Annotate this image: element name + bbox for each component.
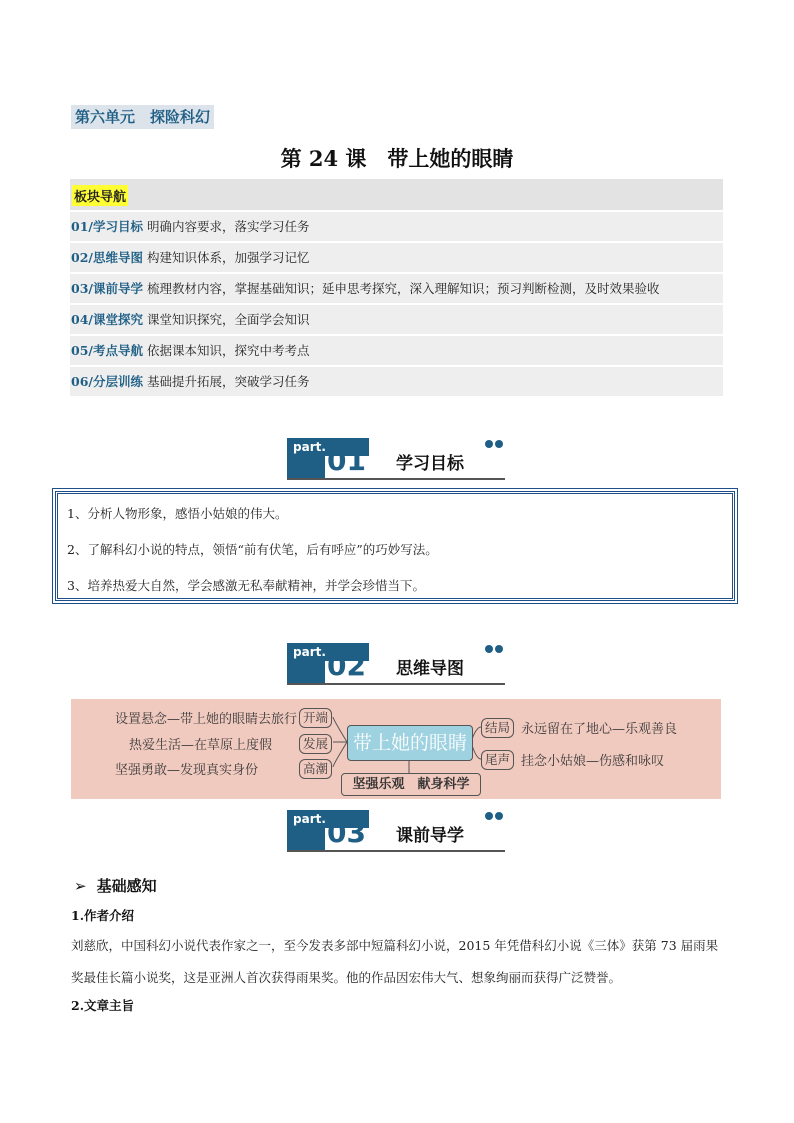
nav-row — [70, 243, 723, 272]
droplet-icon — [485, 438, 505, 450]
nav-key: 03/课前导学 — [71, 281, 143, 296]
nav-row — [70, 367, 723, 396]
basics-heading-text: 基础感知 — [96, 877, 157, 895]
mind-map-right-text: 挂念小姑娘—伤感和咏叹 — [521, 754, 665, 769]
goal-item: 3、培养热爱大自然，学会感激无私奉献精神，并学会珍惜当下。 — [67, 578, 425, 593]
nav-key: 01/学习目标 — [71, 219, 143, 234]
nav-row — [70, 336, 723, 365]
mind-map-center: 带上她的眼睛 — [347, 725, 473, 761]
author-intro-title: 1.作者介绍 — [71, 908, 135, 923]
mind-map-theme: 坚强乐观 献身科学 — [341, 773, 481, 796]
nav-row — [70, 305, 723, 334]
mind-map-node: 尾声 — [481, 750, 514, 770]
mind-map — [71, 699, 721, 799]
part-word: part. — [293, 645, 326, 659]
arrow-bullet-icon: ➢ — [74, 877, 87, 895]
nav-text: 明确内容要求，落实学习任务 — [146, 219, 310, 234]
part-underline — [287, 850, 505, 852]
nav-key: 04/课堂探究 — [71, 312, 143, 327]
droplet-icon — [485, 643, 505, 655]
nav-heading-row — [70, 179, 723, 210]
nav-key: 02/思维导图 — [71, 250, 143, 265]
nav-text: 课堂知识探究，全面学会知识 — [146, 312, 310, 327]
part-01-header — [287, 438, 505, 480]
nav-text: 构建知识体系，加强学习记忆 — [146, 250, 310, 265]
mind-map-left-text: 热爱生活—在草原上度假 — [129, 738, 273, 753]
nav-row — [70, 212, 723, 241]
part-tag — [287, 643, 369, 685]
part-tag — [287, 438, 369, 480]
goal-item: 2、了解科幻小说的特点，领悟“前有伏笔，后有呼应”的巧妙写法。 — [67, 542, 438, 557]
part-label: 课前导学 — [396, 826, 464, 846]
unit-label: 第六单元 探险科幻 — [71, 105, 214, 129]
lesson-title: 第 24 课 带上她的眼睛 — [280, 146, 514, 171]
section-navigation — [70, 179, 723, 396]
nav-text: 梳理教材内容，掌握基础知识；延申思考探究，深入理解知识；预习判断检测，及时效果验收 — [146, 281, 660, 296]
nav-text: 依据课本知识，探究中考考点 — [146, 343, 310, 358]
part-underline — [287, 683, 505, 685]
nav-row — [70, 274, 723, 303]
part-number: 02 — [327, 649, 366, 682]
nav-key: 06/分层训练 — [71, 374, 143, 389]
part-label: 思维导图 — [396, 659, 464, 679]
nav-key: 05/考点导航 — [71, 343, 143, 358]
basics-heading — [74, 875, 157, 896]
mind-map-right-text: 永远留在了地心—乐观善良 — [521, 722, 678, 737]
learning-goals-box — [55, 491, 735, 601]
part-02-header — [287, 643, 505, 685]
mind-map-node: 高潮 — [299, 759, 332, 779]
nav-text: 基础提升拓展，突破学习任务 — [146, 374, 310, 389]
part-tag — [287, 810, 369, 852]
part-number: 03 — [327, 816, 366, 849]
mind-map-node: 结局 — [481, 718, 514, 738]
mind-map-node: 开端 — [299, 708, 332, 728]
mind-map-left-text: 坚强勇敢—发现真实身份 — [115, 763, 259, 778]
part-label: 学习目标 — [396, 454, 464, 474]
theme-title: 2.文章主旨 — [71, 998, 135, 1013]
mind-map-left-text: 设置悬念—带上她的眼睛去旅行 — [115, 712, 298, 727]
part-03-header — [287, 810, 505, 852]
mind-map-node: 发展 — [299, 734, 332, 754]
droplet-icon — [485, 810, 505, 822]
part-number: 01 — [327, 444, 366, 477]
part-word: part. — [293, 440, 326, 454]
nav-heading: 板块导航 — [72, 185, 128, 206]
author-intro-text: 刘慈欣，中国科幻小说代表作家之一，至今发表多部中短篇科幻小说，2015 年凭借科幻小说《三体》获第 73 届雨果奖最佳长篇小说奖，这是亚洲人首次获得雨果奖。他的作品因宏伟大气、想象绚丽而获得广泛赞誉。 — [71, 938, 719, 985]
part-underline — [287, 478, 505, 480]
goal-item: 1、分析人物形象，感悟小姑娘的伟大。 — [67, 506, 288, 521]
part-word: part. — [293, 812, 326, 826]
